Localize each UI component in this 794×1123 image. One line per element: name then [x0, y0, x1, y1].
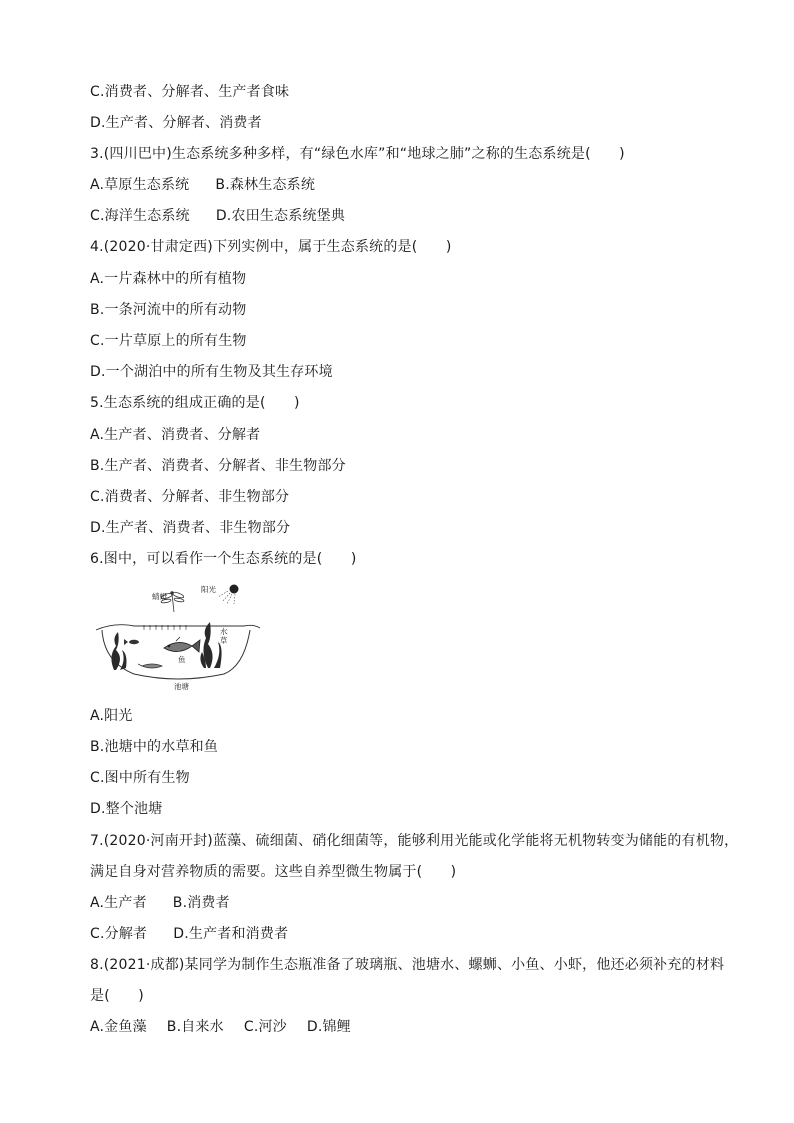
q2-option-c: C.消费者、分解者、生产者食味: [90, 84, 290, 100]
q7-option-c: C.分解者: [90, 926, 148, 942]
q4-option-b: B.一条河流中的所有动物: [90, 302, 247, 318]
main-fish: [164, 637, 200, 652]
label-waterweed-2: 草: [220, 636, 228, 645]
label-dragonfly: 蜻蜓: [152, 592, 167, 601]
q5-option-b: B.生产者、消费者、分解者、非生物部分: [90, 458, 346, 474]
q6-stem: 6.图中，可以看作一个生态系统的是( ): [90, 551, 357, 567]
label-fish: 鱼: [178, 655, 186, 664]
q5-option-d: D.生产者、消费者、非生物部分: [90, 520, 291, 536]
q6-option-c: C.图中所有生物: [90, 770, 190, 786]
q7-option-a: A.生产者: [90, 895, 147, 911]
q3-option-c: C.海洋生态系统: [90, 208, 190, 224]
sun-icon: [230, 585, 239, 594]
q3-option-d: D.农田生态系统堡典: [215, 208, 346, 224]
q6-option-d: D.整个池塘: [90, 801, 163, 817]
q7-stem-line1: 7.(2020·河南开封)蓝藻、硫细菌、硝化细菌等，能够利用光能或化学能将无机物转变为储能的有机物，: [90, 833, 739, 849]
small-fish: [124, 639, 139, 645]
q8-stem-line2: 是( ): [90, 988, 144, 1004]
q3-options-row2: [90, 207, 345, 225]
q3-stem: 3.(四川巴中)生态系统多种多样，有“绿色水库”和“地球之肺”之称的生态系统是( ): [90, 146, 625, 162]
q4-option-c: C.一片草原上的所有生物: [90, 333, 247, 349]
q4-option-a: A.一片森林中的所有植物: [90, 271, 247, 287]
q5-option-a: A.生产者、消费者、分解者: [90, 427, 261, 443]
right-waterweed: [200, 622, 221, 668]
q7-option-b: B.消费者: [172, 895, 230, 911]
label-waterweed-1: 水: [220, 627, 228, 636]
left-waterweed: [111, 632, 126, 670]
label-pond: 池塘: [174, 682, 189, 691]
q8-option-d: D.锦鲤: [306, 1019, 351, 1035]
water-surface: [96, 625, 260, 630]
q3-option-a: A.草原生态系统: [90, 177, 190, 193]
q7-stem-line2: 满足自身对营养物质的需要。这些自养型微生物属于( ): [90, 864, 457, 880]
q7-options-row1: [90, 894, 230, 912]
q5-stem: 5.生态系统的组成正确的是( ): [90, 395, 300, 411]
q4-stem: 4.(2020·甘肃定西)下列实例中，属于生态系统的是( ): [90, 239, 452, 255]
q6-option-b: B.池塘中的水草和鱼: [90, 739, 219, 755]
q8-options-row: [90, 1018, 351, 1036]
q6-option-a: A.阳光: [90, 708, 133, 724]
q3-options-row1: [90, 176, 315, 194]
label-sunlight: 阳光: [201, 585, 216, 594]
q7-option-d: D.生产者和消费者: [173, 926, 289, 942]
q2-option-d: D.生产者、分解者、消费者: [90, 115, 262, 131]
q3-option-b: B.森林生态系统: [215, 177, 316, 193]
q4-option-d: D.一个湖泊中的所有生物及其生存环境: [90, 364, 333, 380]
q8-option-c: C.河沙: [243, 1019, 287, 1035]
q8-option-b: B.自来水: [166, 1019, 224, 1035]
q7-options-row2: [90, 925, 288, 943]
q8-option-a: A.金鱼藻: [90, 1019, 147, 1035]
pond-ecosystem-diagram: [94, 582, 262, 694]
q5-option-c: C.消费者、分解者、非生物部分: [90, 489, 290, 505]
bottom-creature: [138, 664, 162, 668]
q8-stem-line1: 8.(2021·成都)某同学为制作生态瓶准备了玻璃瓶、池塘水、螺蛳、小鱼、小虾，他还必须补充的材料: [90, 957, 725, 973]
